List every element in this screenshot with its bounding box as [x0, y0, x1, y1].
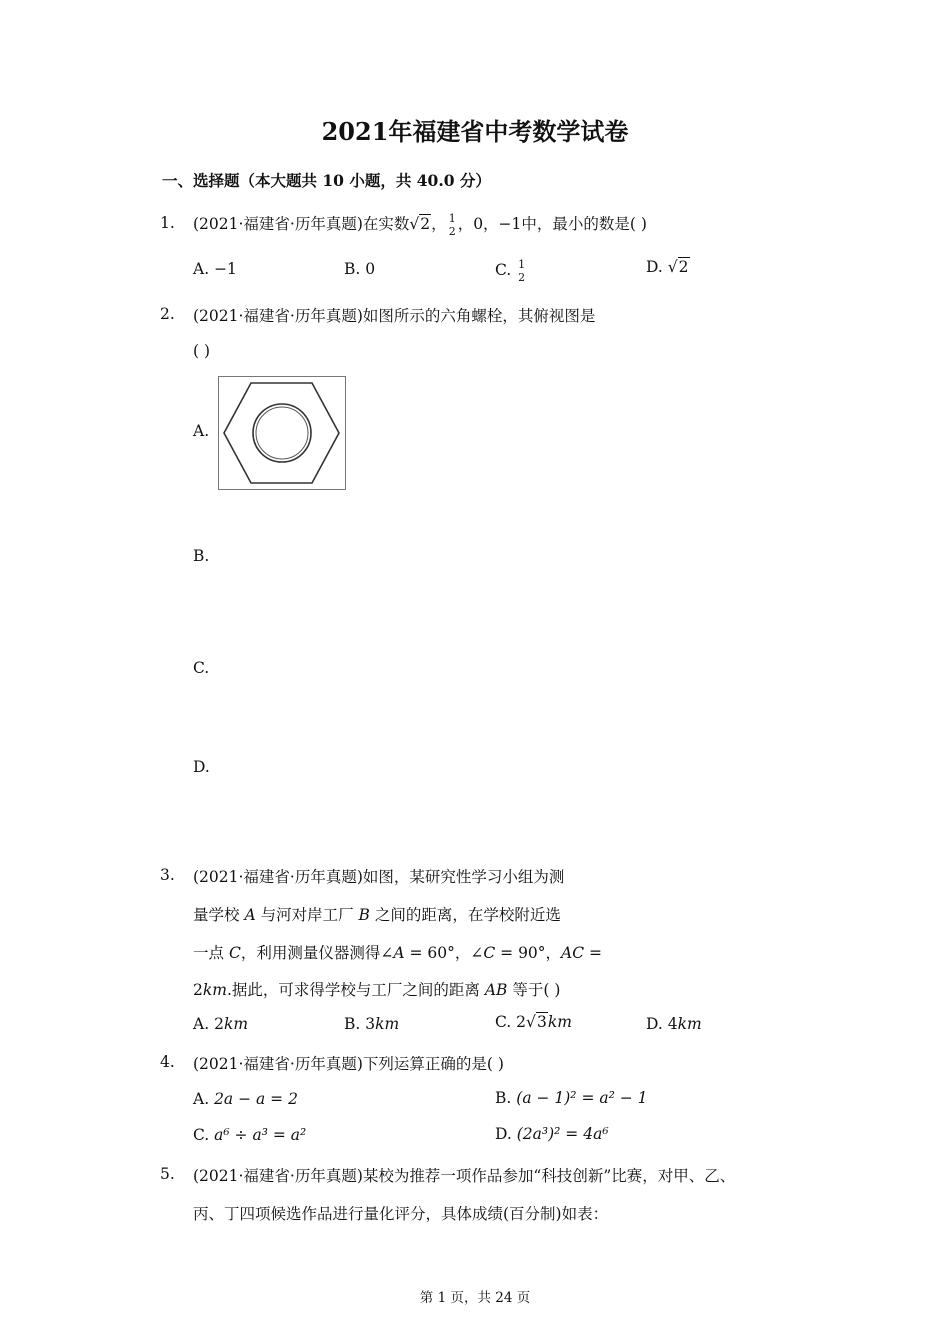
q3-angle-a: A [393, 944, 405, 962]
q2-option-a-label: A. [193, 422, 210, 440]
hexagon-shape [224, 383, 339, 483]
q4-opt-c-expr: a⁶ ÷ a³ = a² [214, 1126, 307, 1144]
q1-opt-a-label: A. [193, 260, 210, 278]
q3-option-b [344, 1015, 399, 1033]
q1-sep: ， [431, 215, 447, 233]
q3-l3a: 一点 [193, 944, 225, 962]
q4-opt-b-label: B. [495, 1089, 512, 1107]
q2-option-c-label: C. [193, 659, 210, 677]
q3-opt-c-coef: 2 [516, 1013, 527, 1031]
q1-rest: ，0，−1中，最小的数是( ) [457, 215, 647, 233]
q3-option-d [646, 1015, 702, 1033]
q4-option-c [193, 1126, 306, 1144]
q3-l2a: 量学校 [193, 906, 240, 924]
q4-option-a [193, 1090, 298, 1108]
q4-opt-d-label: D. [495, 1125, 512, 1143]
q3-opt-b-unit: km [375, 1015, 400, 1033]
q3-l3b: ，利用测量仪器测得∠ [240, 944, 394, 962]
q2-option-b-label: B. [193, 547, 210, 565]
q1-opt-b-value: 0 [365, 260, 376, 278]
q4-opt-d-expr: (2a³)² = 4a⁶ [516, 1125, 609, 1143]
q1-opt-c-label: C. [495, 261, 512, 279]
q4-opt-a-expr: 2a − a = 2 [214, 1090, 298, 1108]
question-4-number: 4. [160, 1053, 175, 1071]
q1-opt-a-value: −1 [214, 260, 237, 278]
hex-bolt-top-view-image [218, 376, 346, 490]
question-1-text: (2021·福建省·历年真题)在实数√2， 1 2 ，0，−1中，最小的数是( ) [193, 212, 647, 238]
q3-l3c: = 60°，∠ [409, 944, 484, 962]
q3-opt-d-unit: km [677, 1015, 702, 1033]
question-5-number: 5. [160, 1165, 175, 1183]
q3-segment-ab: AB [484, 981, 508, 999]
question-2-paren: ( ) [193, 342, 211, 360]
q3-opt-d-label: D. [646, 1015, 663, 1033]
q3-point-c: C [228, 944, 241, 962]
q1-option-d: D. √2 [646, 258, 689, 276]
q1-fraction [449, 212, 456, 238]
q3-line-4 [193, 978, 560, 1000]
q3-angle-c: C [483, 944, 496, 962]
q4-option-b [495, 1089, 648, 1107]
q3-l3e: = [589, 944, 603, 962]
q1-option-c [495, 258, 527, 284]
q3-line-3 [193, 941, 602, 963]
question-2-number: 2. [160, 305, 175, 323]
q3-l4c: 等于( ) [512, 981, 561, 999]
q3-opt-a-num: 2 [214, 1015, 224, 1033]
q3-opt-a-label: A. [193, 1015, 210, 1033]
section-heading: 一、选择题（本大题共 10 小题，共 40.0 分） [162, 171, 491, 190]
q3-opt-b-label: B. [344, 1015, 361, 1033]
q1-opt-c-num: 1 [518, 258, 526, 271]
q4-opt-a-label: A. [193, 1090, 210, 1108]
q1-opt-d-radicand: 2 [678, 258, 689, 276]
q3-unit-km: km [202, 981, 227, 999]
outer-circle [253, 404, 311, 462]
q1-option-b [344, 260, 375, 278]
q1-sqrt-radicand: 2 [420, 215, 431, 233]
q3-opt-d-num: 4 [667, 1015, 678, 1033]
q5-line-1: (2021·福建省·历年真题)某校为推荐一项作品参加“科技创新”比赛，对甲、乙、 [193, 1167, 736, 1185]
question-2-text: (2021·福建省·历年真题)如图所示的六角螺栓，其俯视图是 [193, 307, 596, 325]
q3-option-a [193, 1015, 248, 1033]
q1-frac-num: 1 [448, 212, 456, 225]
q3-point-b: B [358, 906, 370, 924]
q3-l4a: 2 [193, 981, 203, 999]
q4-option-d [495, 1125, 609, 1143]
q1-option-a [193, 260, 237, 278]
q3-segment-ac: AC [561, 944, 585, 962]
page-footer: 第 1 页，共 24 页 [419, 1290, 531, 1306]
q1-prefix: (2021·福建省·历年真题)在实数 [193, 215, 410, 233]
q3-l2b: 与河对岸工厂 [260, 906, 354, 924]
q1-opt-b-label: B. [344, 260, 361, 278]
question-3-number: 3. [160, 866, 175, 884]
q3-l4b: .据此，可求得学校与工厂之间的距离 [226, 981, 480, 999]
q3-opt-c-unit: km [547, 1013, 572, 1031]
q1-frac-den: 2 [448, 225, 456, 238]
q3-line-2 [193, 903, 561, 925]
question-4-text: (2021·福建省·历年真题)下列运算正确的是( ) [193, 1055, 504, 1073]
q5-line-2: 丙、丁四项候选作品进行量化评分，具体成绩(百分制)如表： [193, 1205, 609, 1223]
q1-opt-c-den: 2 [518, 271, 526, 284]
q3-l3d: = 90°， [500, 944, 562, 962]
q3-opt-c-label: C. [495, 1013, 512, 1031]
page-title: 2021年福建省中考数学试卷 [321, 117, 629, 146]
question-1-number: 1. [160, 214, 175, 232]
q3-option-c: C. 2√3km [495, 1013, 572, 1031]
q3-l2c: 之间的距离，在学校附近选 [374, 906, 561, 924]
q3-opt-a-unit: km [223, 1015, 249, 1033]
inner-circle [256, 407, 308, 459]
q3-opt-b-num: 3 [365, 1015, 376, 1033]
q4-opt-c-label: C. [193, 1126, 210, 1144]
q2-option-d-label: D. [193, 758, 210, 776]
q3-line-1: (2021·福建省·历年真题)如图，某研究性学习小组为测 [193, 868, 565, 886]
q1-opt-d-label: D. [646, 258, 663, 276]
q3-opt-c-radicand: 3 [536, 1013, 547, 1031]
q4-opt-b-expr: (a − 1)² = a² − 1 [516, 1089, 648, 1107]
q1-opt-c-fraction [518, 258, 525, 284]
hex-bolt-drawing [219, 377, 345, 489]
q3-point-a: A [244, 906, 256, 924]
